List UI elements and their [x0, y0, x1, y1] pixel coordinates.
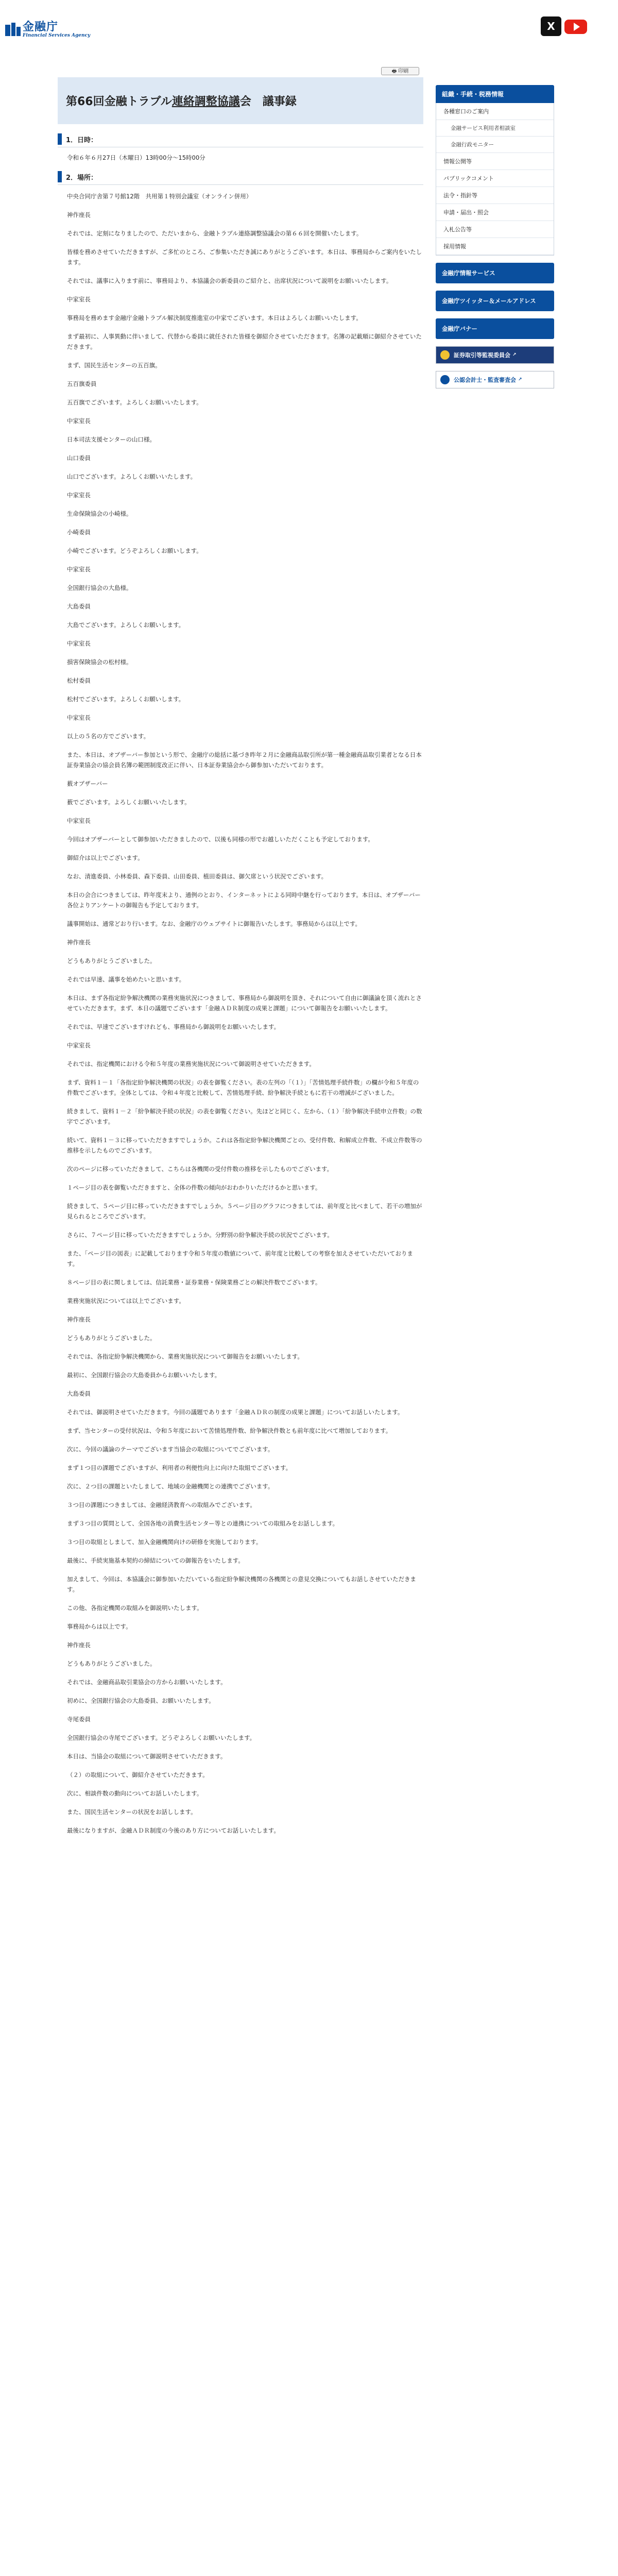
title-underlined: 連絡調整協議: [171, 95, 240, 108]
minutes-paragraph: 最後になりますが、金融ＡＤＲ制度の今後のあり方についてお話しいたします。: [67, 1827, 280, 1834]
sidebar-item[interactable]: パブリックコメント: [436, 170, 554, 187]
print-button[interactable]: 🖶 印刷: [381, 67, 419, 75]
minutes-paragraph: 寺尾委員: [67, 1716, 91, 1723]
banner-sesc[interactable]: 証券取引等監視委員会 ↗: [436, 346, 554, 364]
minutes-paragraph: 続いて、資料１－３に移っていただきますでしょうか。これは各指定紛争解決機関ごとの、受付件数、和解成立件数、不成立件数等の推移を示したものでございます。: [67, 1137, 422, 1154]
sidebar-nav-heading: 組織・手続・税務情報: [436, 85, 554, 103]
minutes-paragraph: それでは、指定機関における令和５年度の業務実施状況について御説明させていただきます。: [67, 1060, 315, 1067]
minutes-paragraph: それでは、御説明させていただきます。今回の議題であります「金融ＡＤＲの制度の成果と課題」についてお話しいたします。: [67, 1409, 404, 1416]
fsa-logo[interactable]: [5, 21, 90, 38]
minutes-paragraph: １ページ目の表を御覧いただきますと、全体の件数の傾向がおわかりいただけるかと思います。: [67, 1184, 321, 1191]
minutes-paragraph: （２）の取組について、御紹介させていただきます。: [67, 1771, 209, 1778]
minutes-paragraph: それでは、議事に入ります前に、事務局より、本協議会の新委員のご紹介と、出席状況について説明をお願いいたします。: [67, 277, 392, 284]
minutes-paragraph: なお、清進委員、小林委員、森下委員、山田委員、植田委員は、御欠席という状況でございます。: [67, 873, 328, 880]
minutes-paragraph: 損害保険協会の松村様。: [67, 658, 132, 666]
section-date: 1．日時：: [58, 131, 423, 147]
minutes-paragraph: 本日は、まず各指定紛争解決機関の業務実施状況につきまして、事務局から御説明を頂き、それについて自由に御議論を頂く流れとさせていただきます。まず、本日の議題でございます「金融ＡＤＲ制度の成果と課題」について御報告をお願いいたします。: [67, 994, 422, 1012]
minutes-paragraph: まず、国民生活センターの五百旗。: [67, 362, 161, 369]
sidebar-nav-list: [436, 103, 554, 256]
minutes-paragraph: 本日は、当協会の取組について御説明させていただきます。: [67, 1753, 227, 1760]
minutes-paragraph: ８ページ目の表に関しましては、信託業務・証券業務・保険業務ごとの解決件数でございます。: [67, 1279, 321, 1286]
minutes-paragraph: 次のページに移っていただきまして、こちらは各機関の受付件数の推移を示したものでございます。: [67, 1165, 333, 1173]
banner-cpaaob[interactable]: 公認会計士・監査審査会 ↗: [436, 371, 554, 388]
minutes-paragraph: 続きまして、資料１－２「紛争解決手続の状況」の表を御覧ください。先ほどと同じく、左から、（１）「紛争解決手続申立件数」の数字でございます。: [67, 1108, 422, 1125]
minutes-paragraph: 議事開始は、通常どおり行います。なお、金融庁のウェブサイトに御報告いたします。事務局からは以上です。: [67, 920, 361, 927]
x-icon[interactable]: X: [541, 16, 561, 36]
minutes-paragraph: 中家室長: [67, 296, 91, 303]
minutes-paragraph: それでは、早速でございますけれども、事務局から御説明をお願いいたします。: [67, 1023, 280, 1030]
sidebar-item[interactable]: 入札公告等: [436, 221, 554, 238]
minutes-paragraph: 生命保険協会の小崎様。: [67, 510, 132, 517]
minutes-paragraph: さらに、７ページ目に移っていただきますでしょうか。分野別の紛争解決手続の状況でございます。: [67, 1231, 333, 1239]
sidebar-item[interactable]: 法令・指針等: [436, 187, 554, 204]
section-place: 2．場所：: [58, 169, 423, 185]
sidebar-item[interactable]: 金融サービス利用者相談室: [436, 120, 554, 137]
minutes-paragraph: 中家室長: [67, 417, 91, 425]
minutes-paragraph: 次に、今回の議論のテーマでございます当協会の取組についてでございます。: [67, 1446, 274, 1453]
sidebar-button-twitter-mail[interactable]: 金融庁ツイッター＆メールアドレス: [436, 291, 554, 311]
sidebar: [436, 85, 554, 388]
minutes-paragraph: 御紹介は以上でございます。: [67, 854, 144, 861]
site-header: [0, 0, 618, 46]
minutes-body: [58, 191, 423, 1836]
meeting-date: 令和６年６月27日（木曜日）13時00分～15時00分: [67, 154, 205, 161]
minutes-paragraph: 次に、２つ目の課題といたしまして、地域の金融機関との連携でございます。: [67, 1483, 274, 1490]
sidebar-item[interactable]: 情報公開等: [436, 153, 554, 170]
logo-english: Financial Services Agency: [23, 33, 91, 38]
minutes-paragraph: 業務実施状況については以上でございます。: [67, 1297, 185, 1304]
minutes-paragraph: 神作座長: [67, 939, 91, 946]
external-link-icon: ↗: [518, 377, 522, 382]
minutes-paragraph: 五百旗委員: [67, 380, 97, 387]
minutes-paragraph: まず１つ目の課題でございますが、利用者の利便性向上に向けた取組でございます。: [67, 1464, 292, 1471]
sidebar-button-banner[interactable]: 金融庁バナー: [436, 318, 554, 339]
minutes-paragraph: 小崎委員: [67, 529, 91, 536]
minutes-paragraph: 最後に、手続実施基本契約の締結についての御報告をいたします。: [67, 1557, 244, 1564]
minutes-paragraph: 続きまして、５ページ目に移っていただきますでしょうか。５ページ目のグラフにつきましては、前年度と比べまして、若干の増加が見られるところでございます。: [67, 1202, 422, 1220]
minutes-paragraph: 山口委員: [67, 454, 91, 462]
minutes-paragraph: まず、資料１－１「各指定紛争解決機関の状況」の表を御覧ください。表の左列の「（１）」「苦情処理手続件数」の欄が令和５年度の件数でございます。全体としては、令和４年度と比較して、苦情処理手続、紛争解決手続ともに若干の増減がございました。: [67, 1079, 419, 1096]
minutes-paragraph: 中家室長: [67, 492, 91, 499]
sidebar-item[interactable]: 各種窓口のご案内: [436, 103, 554, 120]
cpaaob-logo-icon: [440, 375, 450, 384]
minutes-paragraph: 次に、相談件数の動向についてお話しいたします。: [67, 1790, 203, 1797]
fsa-logo-icon: [5, 23, 21, 36]
minutes-paragraph: 大島委員: [67, 1390, 91, 1397]
minutes-paragraph: ３つ目の取組としまして、加入金融機関向けの研修を実施しております。: [67, 1538, 262, 1546]
sidebar-item[interactable]: 申請・届出・照会: [436, 204, 554, 221]
minutes-paragraph: 中家室長: [67, 714, 91, 721]
title-box: [58, 77, 423, 124]
sidebar-button-info-service[interactable]: 金融庁情報サービス: [436, 263, 554, 283]
minutes-paragraph: 神作座長: [67, 211, 91, 218]
minutes-paragraph: 中央合同庁舎第７号館12階 共用第１特別会議室（オンライン併用）: [67, 193, 252, 200]
minutes-paragraph: 小崎でございます。どうぞよろしくお願いします。: [67, 547, 202, 554]
minutes-paragraph: 加えまして、今回は、本協議会に御参加いただいている指定紛争解決機関の各機関との意見交換についてもお話しさせていただきます。: [67, 1575, 417, 1593]
minutes-paragraph: まず最初に、人事異動に伴いまして、代替から委員に就任された皆様を御紹介させていただきます。名簿の記載順に御紹介させていただきます。: [67, 333, 422, 350]
minutes-paragraph: まず３つ目の質問として、全国各地の消費生活センター等との連携についての取組みをお話しします。: [67, 1520, 339, 1527]
minutes-paragraph: 日本司法支援センターの山口様。: [67, 436, 156, 443]
minutes-paragraph: 全国銀行協会の寺尾でございます。どうぞよろしくお願いいたします。: [67, 1734, 256, 1741]
minutes-paragraph: また、国民生活センターの状況をお話しします。: [67, 1808, 197, 1816]
minutes-paragraph: 以上の５名の方でございます。: [67, 733, 150, 740]
minutes-paragraph: ３つ目の課題につきましては、金融経済教育への取組みでございます。: [67, 1501, 256, 1509]
minutes-paragraph: 初めに、全国銀行協会の大島委員、お願いいたします。: [67, 1697, 215, 1704]
youtube-icon[interactable]: [564, 16, 587, 36]
minutes-paragraph: 大島でございます。よろしくお願いします。: [67, 621, 185, 629]
external-link-icon: ↗: [512, 352, 517, 358]
minutes-paragraph: それでは早速、議事を始めたいと思います。: [67, 976, 185, 983]
sidebar-item[interactable]: 金融行政モニター: [436, 137, 554, 153]
minutes-paragraph: まず、当センターの受付状況は、令和５年度において苦情処理件数、紛争解決件数とも前年度に比べて増加しております。: [67, 1427, 392, 1434]
minutes-paragraph: 事務局からは以上です。: [67, 1623, 132, 1630]
sns-links: [541, 16, 587, 36]
minutes-paragraph: この他、各指定機関の取組みを御説明いたします。: [67, 1604, 203, 1612]
page-title: 第66回金融トラブル連絡調整協議会 議事録: [66, 95, 297, 108]
minutes-paragraph: 中家室長: [67, 640, 91, 647]
minutes-paragraph: 全国銀行協会の大島様。: [67, 584, 132, 591]
minutes-paragraph: 薮オブザーバー: [67, 780, 108, 787]
minutes-paragraph: どうもありがとうございました。: [67, 1660, 156, 1667]
minutes-paragraph: どうもありがとうございました。: [67, 957, 156, 964]
logo-japanese: 金融庁: [23, 20, 59, 33]
minutes-paragraph: 中家室長: [67, 1042, 91, 1049]
minutes-paragraph: また、本日は、オブザーバー参加という形で、金融庁の総括に基づき昨年２月に金融商品取引所が第一種金融商品取引業者となる日本証券業協会の協会員名簿の範囲制度改正に伴い、日本証券業協会から御参加いただいております。: [67, 751, 422, 769]
sesc-logo-icon: [440, 350, 450, 360]
minutes-paragraph: 松村委員: [67, 677, 91, 684]
minutes-paragraph: 中家室長: [67, 566, 91, 573]
minutes-paragraph: また、「ページ目の図表」に記載しております令和５年度の数値について、前年度と比較しての考察を加えさせていただいております。: [67, 1250, 414, 1267]
minutes-paragraph: 神作座長: [67, 1316, 91, 1323]
minutes-paragraph: 本日の会合につきましては、昨年度末より、通例のとおり、インターネットによる同時中継を行っております。本日は、オブザーバー各位よりアンケートの御報告も予定しております。: [67, 891, 421, 909]
sidebar-item[interactable]: 採用情報: [436, 238, 554, 255]
minutes-paragraph: 五百旗でございます。よろしくお願いいたします。: [67, 399, 202, 406]
minutes-paragraph: 大島委員: [67, 603, 91, 610]
minutes-paragraph: 事務局を務めます金融庁金融トラブル解決制度推進室の中家でございます。本日はよろしくお願いいたします。: [67, 314, 362, 321]
minutes-paragraph: 今回はオブザーバーとして御参加いただきましたので、以後も同様の形でお越しいただくことも予定しております。: [67, 836, 374, 843]
minutes-paragraph: 神作座長: [67, 1641, 91, 1649]
minutes-paragraph: 中家室長: [67, 817, 91, 824]
minutes-paragraph: 松村でございます。よろしくお願いします。: [67, 696, 185, 703]
main-content: [58, 77, 423, 1844]
minutes-paragraph: それでは、定刻になりましたので、ただいまから、金融トラブル連絡調整協議会の第６６回を開催いたします。: [67, 230, 363, 237]
minutes-paragraph: 皆様を務めさせていただきますが、ご多忙のところ、ご参集いただき誠にありがとうございます。本日は、事務局からご案内をいたします。: [67, 248, 422, 266]
minutes-paragraph: 山口でございます。よろしくお願いいたします。: [67, 473, 197, 480]
minutes-paragraph: それでは、金融商品取引業協会の方からお願いいたします。: [67, 1679, 227, 1686]
minutes-paragraph: 薮でございます。よろしくお願いいたします。: [67, 799, 191, 806]
minutes-paragraph: どうもありがとうございました。: [67, 1334, 156, 1342]
minutes-paragraph: 最初に、全国銀行協会の大島委員からお願いいたします。: [67, 1371, 221, 1379]
minutes-paragraph: それでは、各指定紛争解決機関から、業務実施状況について御報告をお願いいたします。: [67, 1353, 303, 1360]
